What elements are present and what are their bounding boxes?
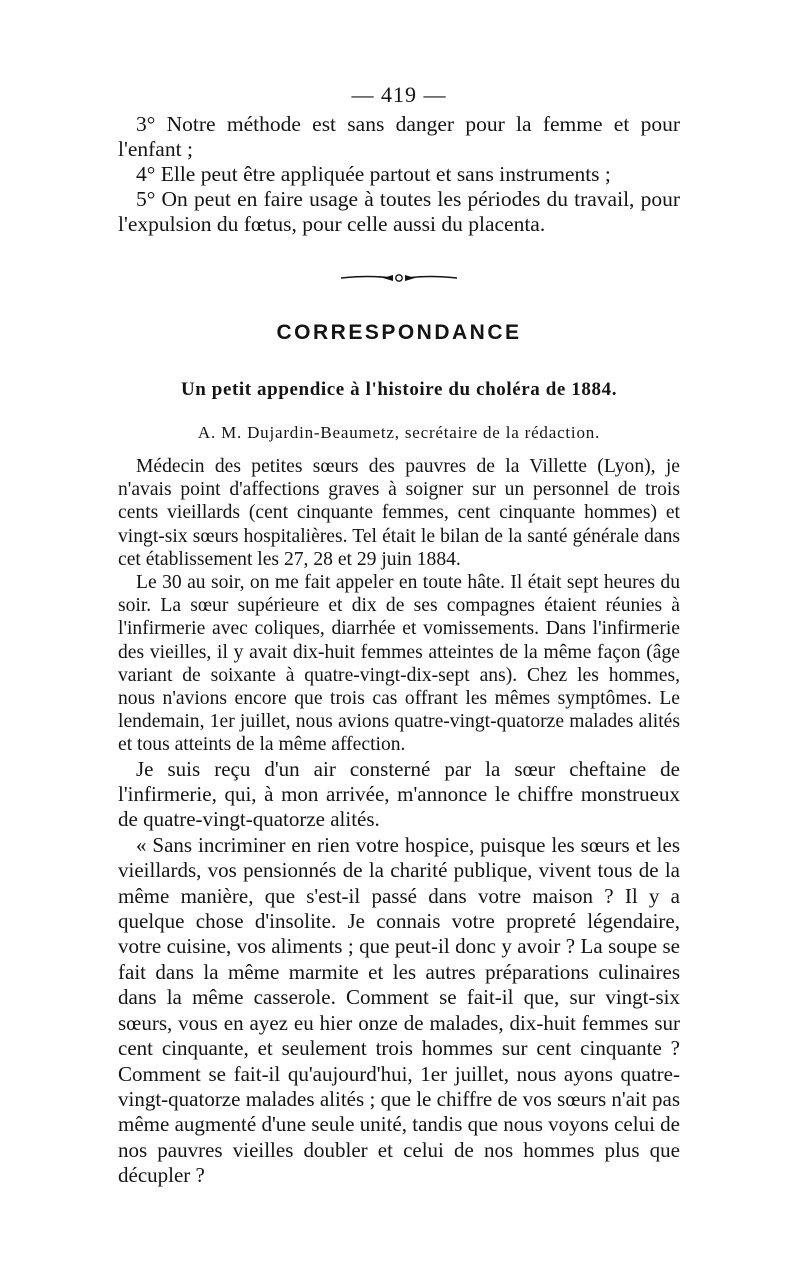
fleuron-icon bbox=[339, 272, 459, 284]
addressee-line: A. M. Dujardin-Beaumetz, secrétaire de la rédaction. bbox=[197, 423, 601, 442]
article-subheading: Un petit appendice à l'histoire du choléra de 1884. bbox=[180, 379, 618, 400]
numbered-list bbox=[118, 112, 680, 237]
page-number: — 419 — bbox=[351, 82, 447, 107]
book-page bbox=[118, 82, 680, 1189]
paragraph: Médecin des petites sœurs des pauvres de la Villette (Lyon), je n'avais point d'affections graves à soigner sur un personnel de trois cents vieillards (cent cinquante femmes, cent cinquante hommes) et vingt-six sœurs hospitalières. Tel était le bilan de la santé générale dans cet établissement les 27, 28 et 29 juin 1884. bbox=[118, 456, 680, 570]
paragraph: Le 30 au soir, on me fait appeler en toute hâte. Il était sept heures du soir. La sœur supérieure et dix de ses compagnes étaient réunies à l'infirmerie avec coliques, diarrhée et vomissements. Dans l'infirmerie des vieilles, il y avait dix-huit femmes atteintes de la même façon (âge variant de soixante à quatre-vingt-dix-sept ans). Chez les hommes, nous n'avions encore que trois cas offrant les mêmes symptômes. Le lendemain, 1er juillet, nous avions quatre-vingt-quatorze malades alités et tous atteints de la même affection. bbox=[118, 572, 680, 756]
list-item: 5° On peut en faire usage à toutes les périodes du travail, pour l'expulsion du fœtus, pour celle aussi du placenta. bbox=[118, 187, 680, 236]
list-item: 3° Notre méthode est sans danger pour la femme et pour l'enfant ; bbox=[118, 112, 680, 161]
paragraph: Je suis reçu d'un air consterné par la sœur cheftaine de l'infirmerie, qui, à mon arrivée, m'annonce le chiffre monstrueux de quatre-vingt-quatorze alités. bbox=[118, 756, 680, 832]
ornament-divider bbox=[118, 271, 680, 285]
letter-body-part-1 bbox=[118, 455, 680, 757]
list-item: 4° Elle peut être appliquée partout et sans instruments ; bbox=[136, 162, 611, 186]
section-title: CORRESPONDANCE bbox=[276, 321, 522, 344]
paragraph: « Sans incriminer en rien votre hospice, puisque les sœurs et les vieillards, vos pensionnés de la charité publique, vivent tous de la même manière, que s'est-il passé dans votre maison ? Il y a quelque chose d'insolite. Je connais votre propreté légendaire, votre cuisine, vos aliments ; que peut-il donc y avoir ? La soupe se fait dans la même marmite et les autres préparations culinaires dans la même casserole. Comment se fait-il que, sur vingt-six sœurs, vous en ayez eu hier onze de malades, dix-huit femmes sur cent cinquante, et seulement trois hommes sur cent cinquante ? Comment se fait-il qu'aujourd'hui, 1er juillet, nous ayons quatre-vingt-quatorze malades alités ; que le chiffre de vos sœurs n'ait pas même augmenté d'une seule unité, tandis que nous voyons celui de nos pauvres vieilles doubler et celui de nos hommes plus que décupler ? bbox=[118, 832, 680, 1188]
letter-body-part-2 bbox=[118, 757, 680, 1189]
